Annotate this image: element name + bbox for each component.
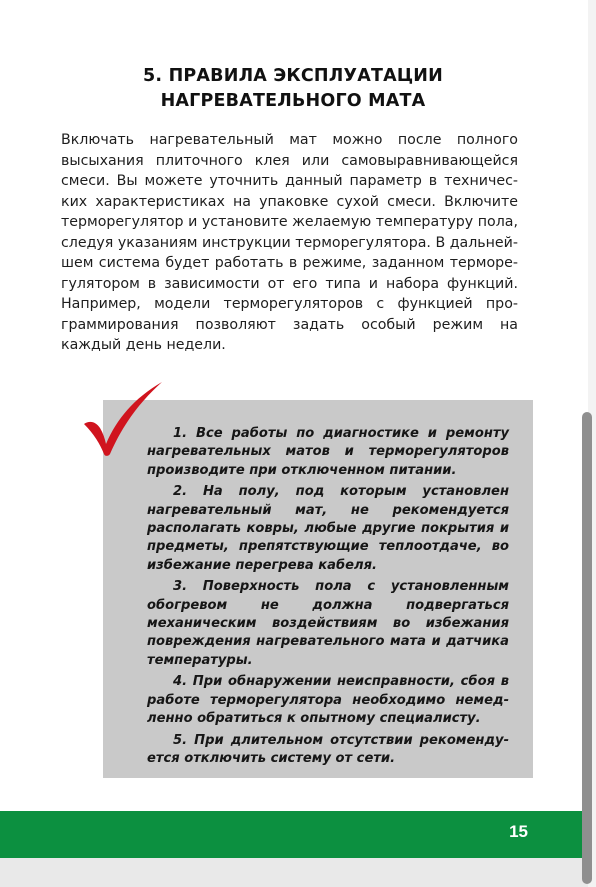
notice-item: 4. При обнаружении неисправности, сбоя в работе терморегулятора необходимо немедленно обратиться к опытному специалисту. <box>147 674 509 727</box>
section-title-line-2: НАГРЕВАТЕЛЬНОГО МАТА <box>160 91 426 111</box>
footer-bar <box>0 811 588 858</box>
notice-list <box>147 425 509 771</box>
notice-item: 2. На полу, под которым установлен нагревательный мат, не рекомендуется располагать ковры, любые другие покрытия и предметы, препятствующие теплоотдаче, во избежание перегрева кабеля. <box>147 484 509 573</box>
notice-item: 1. Все работы по диагностике и ремонту нагревательных матов и терморегуляторов производите при отключенном питании. <box>147 426 509 478</box>
page-number: 15 <box>509 822 528 841</box>
notice-item: 5. При длительном отсутствии рекомендуется отключить систему от сети. <box>147 732 509 766</box>
section-title-line-1: 5. ПРАВИЛА ЭКСПЛУАТАЦИИ <box>143 66 443 86</box>
vertical-scrollbar-thumb[interactable] <box>582 412 592 884</box>
section-body-paragraph: Включать нагревательный мат можно после полного высыхания плиточного клея или самовыравнивающейся смеси. Вы можете уточнить данный параметр в технических характеристиках на упаковке сухой смеси. Включите терморегулятор и установите желаемую температуру пола, следуя указаниям инструкции терморегулятора. В дальнейшем система будет работать в режиме, заданном терморегулятором в зависимости от его типа и набора функций. Например, модели терморегуляторов с функцией программирования позволяют задать особый режим на каждый день недели. <box>61 132 518 353</box>
section-title <box>80 64 506 114</box>
page-bottom-edge <box>0 858 588 887</box>
notice-item: 3. Поверхность пола с установленным обогревом не должна подвергаться механическим воздействиям во избежания повреждения нагревательного мата и датчика температуры. <box>147 579 509 668</box>
